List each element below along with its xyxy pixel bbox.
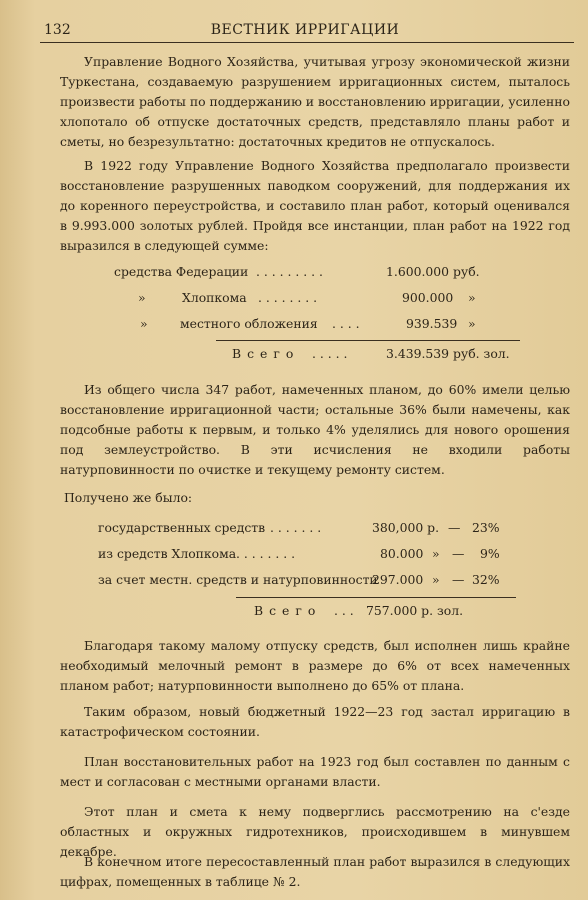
page-number: 132 (44, 22, 71, 38)
paragraph-8: Этот план и смета к нему подверглись рассмотрению на с'езде областных и окружных гидротехников, происходившем в минувшем декабре. (60, 804, 570, 859)
row-cotton-ditto: » (138, 290, 146, 305)
paragraph-5: Благодаря такому малому отпуску средств, был исполнен лишь крайне необходимый мелочный ремонт в размере до 6% от всех намеченных планом работ; натурповинности выполнено до 65% от плана. (60, 638, 570, 693)
journal-title: ВЕСТНИК ИРРИГАЦИИ (210, 22, 400, 38)
paragraph-4: Получено же было: (64, 490, 193, 505)
row-local-label: местного обложения (180, 316, 318, 331)
table1-total-rule (216, 340, 520, 341)
table2-total-dots: . . . (334, 603, 354, 618)
row-state-dots: . . . . . . . (270, 520, 322, 535)
page-header (40, 22, 570, 44)
row-local2-ditto: » (432, 572, 440, 587)
row-cotton2-amount: 80.000 (380, 546, 424, 561)
row-local-amount: 939.539 (406, 316, 458, 331)
row-state-amount: 380,000 р. (372, 520, 440, 535)
table1-total-dots: . . . . . (312, 346, 348, 361)
row-local2-label: за счет местн. средств и натурповинности (98, 572, 378, 587)
paragraph-1: Управление Водного Хозяйства, учитывая угрозу экономической жизни Туркестана, создаваемую разрушением ирригационных систем, пыталось произвести работы по поддержанию и восстановлению ирригации, усиленно хлопотало об отпуске достаточных средств, представляло планы работ и сметы, но безрезультатно: достаточных кредитов не отпускалось. (60, 54, 570, 149)
row-local2-pct: 32% (472, 572, 500, 587)
row-local-dots: . . . . (332, 316, 360, 331)
row-local-ditto: » (140, 316, 148, 331)
table2-total-rule (236, 597, 516, 598)
row-state-dash: — (448, 520, 461, 535)
paragraph-3: Из общего числа 347 работ, намеченных планом, до 60% имели целью восстановление ирригационной части; остальные 36% были намечены, как подсобные работы к первым, и только 4% уделялись для нового орошения под землеустройство. В эти исчисления не входили работы натурповинности по очистке и текущему ремонту систем. (60, 382, 570, 477)
table1-total-label: Всего (232, 346, 300, 361)
row-local-suffix: » (468, 316, 476, 331)
row-cotton2-label: из средств Хлопкома (98, 546, 237, 561)
row-state-pct: 23% (472, 520, 500, 535)
paragraph-9: В конечном итоге пересоставленный план работ выразился в следующих цифрах, помещенных в таблице № 2. (60, 854, 570, 889)
table1-total-amount: 3.439.539 руб. зол. (386, 346, 510, 361)
table2-total-amount: 757.000 р. зол. (366, 603, 464, 618)
row-cotton2-dots: . . . . . . . . (236, 546, 296, 561)
row-cotton2-pct: 9% (480, 546, 500, 561)
paragraph-2: В 1922 году Управление Водного Хозяйства предполагало произвести восстановление разрушенных паводком сооружений, для поддержания их до коренного переустройства, и составило план работ, который оценивался в 9.993.000 золотых рублей. Пройдя все инстанции, план работ на 1922 год выразился в следующей сумме: (60, 158, 570, 253)
paragraph-7: План восстановительных работ на 1923 год был составлен по данным с мест и согласован с местными органами власти. (60, 754, 570, 789)
paragraph-6: Таким образом, новый бюджетный 1922—23 год застал ирригацию в катастрофическом состоянии. (60, 704, 570, 739)
row-cotton2-dash: — (452, 546, 465, 561)
row-cotton-label: Хлопкома (182, 290, 247, 305)
table2-total-label: Всего (254, 603, 322, 618)
header-rule (40, 42, 574, 43)
row-cotton-amount: 900.000 (402, 290, 454, 305)
row-cotton-dots: . . . . . . . . (258, 290, 318, 305)
row-cotton-suffix: » (468, 290, 476, 305)
row-federation-dots: . . . . . . . . . (256, 264, 323, 279)
row-state-label: государственных средств (98, 520, 266, 535)
row-federation-amount: 1.600.000 руб. (386, 264, 480, 279)
row-cotton2-ditto: » (432, 546, 440, 561)
row-federation-label: средства Федерации (114, 264, 249, 279)
row-local2-dash: — (452, 572, 465, 587)
row-local2-amount: 297.000 (372, 572, 424, 587)
